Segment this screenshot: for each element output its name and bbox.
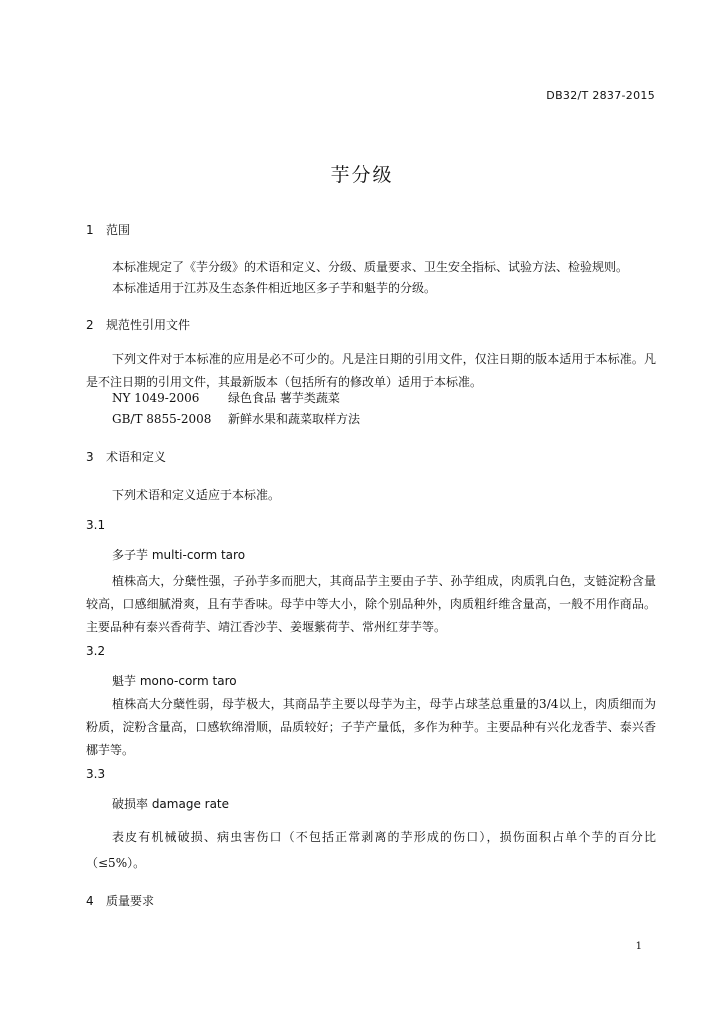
section-2-intro: 下列文件对于本标准的应用是必不可少的。凡是注日期的引用文件，仅注日期的版本适用于本标准。凡是不注日期的引用文件，其最新版本（包括所有的修改单）适用于本标准。 <box>86 352 656 389</box>
clause-3-3-number: 3.3 <box>86 767 106 781</box>
clause-3-2-number: 3.2 <box>86 644 106 658</box>
section-4-heading <box>86 892 154 909</box>
definition-damage-rate: 表皮有机械破损、病虫害伤口（不包括正常剥离的芋形成的伤口），损伤面积占单个芋的百分比（≤5%）。 <box>86 830 656 870</box>
clause-3-1-number: 3.1 <box>86 518 106 532</box>
section-1-heading <box>86 221 130 238</box>
reference-item <box>112 410 360 427</box>
section-number: 3 <box>86 450 94 464</box>
section-number: 1 <box>86 223 94 237</box>
section-1-paragraph-2: 本标准适用于江苏及生态条件相近地区多子芋和魁芋的分级。 <box>112 281 437 295</box>
standard-code: DB32/T 2837-2015 <box>546 89 655 102</box>
section-title: 规范性引用文件 <box>106 318 191 332</box>
reference-code: NY 1049-2006 <box>112 391 200 405</box>
section-number: 4 <box>86 894 94 908</box>
definition-mono-corm-taro: 植株高大分蘖性弱，母芋极大，其商品芋主要以母芋为主，母芋占球茎总重量的3/4以上，肉质细而为粉质，淀粉含量高，口感软绵滑顺，品质较好；子芋产量低，多作为种芋。主要品种有兴化龙香芋、泰兴香梛芋等。 <box>86 697 656 757</box>
term-damage-rate: 破损率 damage rate <box>112 797 230 811</box>
section-title: 范围 <box>106 223 131 237</box>
term-mono-corm-taro: 魁芋 mono-corm taro <box>112 674 237 688</box>
section-3-heading <box>86 448 166 465</box>
reference-title: 绿色食品 薯芋类蔬菜 <box>228 391 340 405</box>
reference-item <box>112 389 340 406</box>
section-number: 2 <box>86 318 94 332</box>
section-3-intro: 下列术语和定义适应于本标准。 <box>112 488 281 502</box>
section-2-heading <box>86 316 190 333</box>
reference-title: 新鲜水果和蔬菜取样方法 <box>228 412 361 426</box>
section-title: 质量要求 <box>106 894 155 908</box>
section-1-paragraph-1: 本标准规定了《芋分级》的术语和定义、分级、质量要求、卫生安全指标、试验方法、检验规则。 <box>112 260 629 274</box>
reference-code: GB/T 8855-2008 <box>112 412 212 426</box>
definition-multi-corm-taro: 植株高大，分蘖性强，子孙芋多而肥大，其商品芋主要由子芋、孙芋组成，肉质乳白色，支链淀粉含量较高，口感细腻滑爽，且有芋香味。母芋中等大小，除个别品种外，肉质粗纤维含量高，一般不用作商品。主要品种有泰兴香荷芋、靖江香沙芋、姜堰紫荷芋、常州红芽芋等。 <box>86 574 656 634</box>
document-title: 芋分级 <box>330 164 394 186</box>
section-title: 术语和定义 <box>106 450 167 464</box>
term-multi-corm-taro: 多子芋 multi-corm taro <box>112 548 246 562</box>
page-number: 1 <box>635 941 642 952</box>
